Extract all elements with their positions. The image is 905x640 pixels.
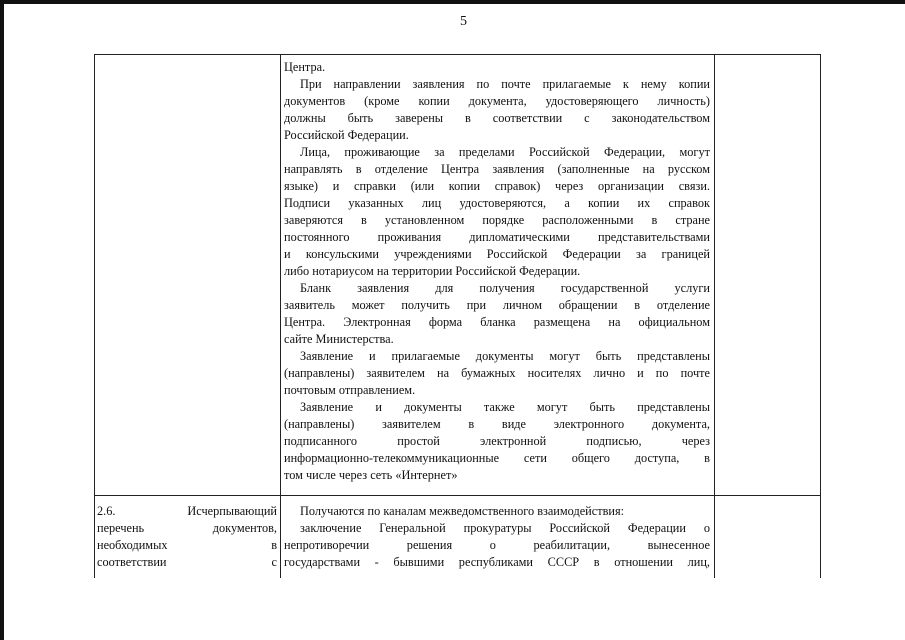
text-line: документов (кроме копии документа, удостоверяющего личность) xyxy=(284,94,710,108)
table-row-divider xyxy=(94,495,821,496)
text-line: и консульскими учреждениями Российской Федерации за границей xyxy=(284,247,710,261)
text-line: постоянного проживания дипломатическими представительствами xyxy=(284,230,710,244)
text-line: перечень документов, xyxy=(97,521,277,535)
text-line: заключение Генеральной прокуратуры Российской Федерации о xyxy=(300,521,710,535)
text-line: Лица, проживающие за пределами Российской Федерации, могут xyxy=(300,145,710,159)
table-column-divider-2 xyxy=(714,54,715,578)
row2-item-title-cell xyxy=(97,503,277,571)
text-line: Центра. xyxy=(284,60,326,74)
text-line: Заявление и документы также могут быть представлены xyxy=(300,400,710,414)
text-line: либо нотариусом на территории Российской Федерации. xyxy=(284,264,581,278)
text-line: Подписи указанных лиц удостоверяются, а копии их справок xyxy=(284,196,710,210)
page-number: 5 xyxy=(460,14,467,29)
table-border-left xyxy=(94,54,95,578)
table-border-top xyxy=(94,54,821,55)
text-line: должны быть заверены в соответствии с законодательством xyxy=(284,111,710,125)
text-line: (направлены) заявителем на бумажных носителях лично и по почте xyxy=(284,366,710,380)
text-line: 2.6. Исчерпывающий xyxy=(97,504,277,518)
page-top-border xyxy=(0,0,905,4)
row2-requirements-cell xyxy=(284,503,710,571)
text-line: языке) и справки (или копии справок) через организации связи. xyxy=(284,179,710,193)
text-line: Получаются по каналам межведомственного взаимодействия: xyxy=(300,504,625,518)
text-line: Российской Федерации. xyxy=(284,128,409,142)
text-line: Заявление и прилагаемые документы могут быть представлены xyxy=(300,349,710,363)
text-line: (направлены) заявителем в виде электронного документа, xyxy=(284,417,710,431)
text-line: Центра. Электронная форма бланка размещена на официальном xyxy=(284,315,710,329)
text-line: Бланк заявления для получения государственной услуги xyxy=(300,281,710,295)
text-line: государствами - бывшими республиками СССР в отношении лиц, xyxy=(284,555,710,569)
text-line: непротиворечии решения о реабилитации, вынесенное xyxy=(284,538,710,552)
text-line: соответствии с xyxy=(97,555,277,569)
text-line: сайте Министерства. xyxy=(284,332,394,346)
text-line: заверяются в установленном порядке расположенными в стране xyxy=(284,213,710,227)
text-line: При направлении заявления по почте прилагаемые к нему копии xyxy=(300,77,710,91)
page-left-border xyxy=(0,0,4,640)
table-column-divider-1 xyxy=(280,54,281,578)
text-line: необходимых в xyxy=(97,538,277,552)
row1-requirements-cell xyxy=(284,59,710,484)
text-line: направлять в отделение Центра заявления (заполненные на русском xyxy=(284,162,710,176)
table-border-right xyxy=(820,54,821,578)
text-line: том числе через сеть «Интернет» xyxy=(284,468,458,482)
text-line: заявитель может получить при личном обращении в отделение xyxy=(284,298,710,312)
text-line: подписанного простой электронной подписью, через xyxy=(284,434,710,448)
text-line: почтовым отправлением. xyxy=(284,383,416,397)
document-table xyxy=(94,54,821,578)
text-line: информационно-телекоммуникационные сети общего доступа, в xyxy=(284,451,710,465)
